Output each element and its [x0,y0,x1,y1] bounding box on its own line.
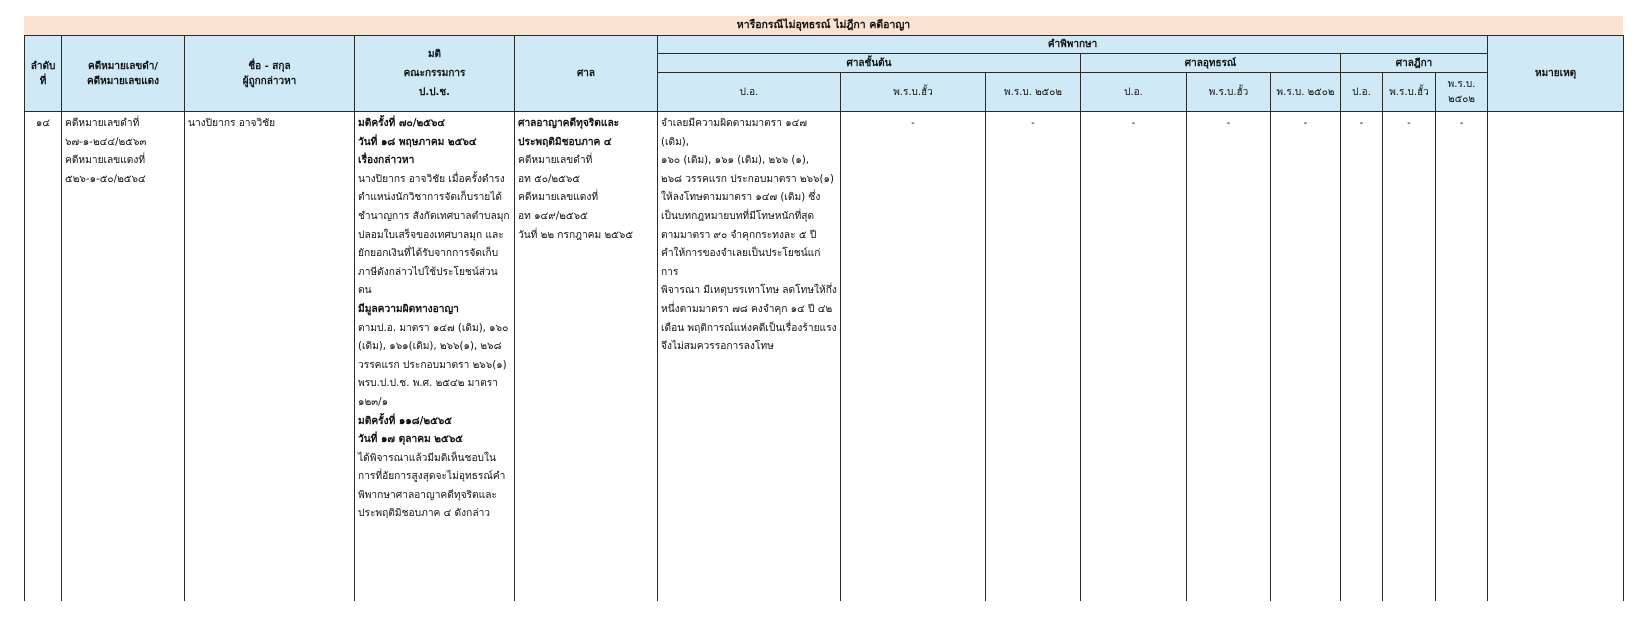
resolution-line: วรรคแรก ประกอบมาตรา ๒๖๖(๑) [358,359,507,371]
header-accused-name: ชื่อ - สกุล ผู้ถูกกล่าวหา [185,36,355,112]
resolution-line: มีมูลความผิดทางอาญา [358,303,459,315]
header-supreme-po: ป.อ. [1341,73,1383,112]
header-first-prb-2502: พ.ร.บ. ๒๕๐๒ [986,73,1081,112]
cell-remark [1488,112,1624,602]
court-line: วันที่ ๒๒ กรกฎาคม ๒๕๖๕ [518,229,634,241]
header-remark: หมายเหตุ [1488,36,1624,112]
resolution-line: วันที่ ๑๘ พฤษภาคม ๒๕๖๔ [358,136,477,148]
court-line: ศาลอาญาคดีทุจริตและ [518,118,620,129]
court-line: อท ๑๔๙/๒๕๖๕ [518,210,588,222]
header-first-prb-old: พ.ร.บ.ฮั้ว [841,73,986,112]
judgment-line: พิจารณา มีเหตุบรรเทาโทษ ลดโทษให้กึ่ง [661,285,837,297]
judgment-line: หนึ่งตามมาตรา ๗๘ คงจำคุก ๑๔ ปี ๔๒ [661,303,833,315]
judgment-line: จำเลยมีความผิดตามมาตรา ๑๔๗ (เดิม), [661,118,808,148]
header-supreme-prb-old: พ.ร.บ.ฮั้ว [1383,73,1436,112]
cell-appeal-prb-2502: - [1271,112,1341,602]
court-line: ประพฤติมิชอบภาค ๔ [518,136,612,148]
judgment-line: ๒๖๘ วรรคแรก ประกอบมาตรา ๒๖๖(๑) [661,173,834,185]
cell-appeal-prb-old: - [1187,112,1271,602]
header-appeal-po: ป.อ. [1081,73,1187,112]
header-nacc-resolution: มติ คณะกรรมการ ป.ป.ช. [355,36,515,112]
court-line: คดีหมายเลขดำที่ [518,155,593,167]
judgment-line: ให้ลงโทษตามมาตรา ๑๔๗ (เดิม) ซึ่ง [661,192,821,204]
judgment-line: คำให้การของจำเลยเป็นประโยชน์แก่การ [661,248,821,278]
table-banner-title: หารือกรณีไม่อุทธรณ์ ไม่ฎีกา คดีอาญา [24,16,1623,35]
cell-supreme-prb-old: - [1383,112,1436,602]
resolution-line: ชำนาญการ สังกัดเทศบาลตำบลมุก [358,210,510,222]
judgment-line: จึงไม่สมควรรอการลงโทษ [661,341,774,353]
resolution-line: การที่อัยการสูงสุดจะไม่อุทธรณ์คำ [358,471,506,483]
header-first-po: ป.อ. [658,73,841,112]
resolution-line: ภาษีดังกล่าวไปใช้ประโยชน์ส่วนตน [358,266,498,297]
cell-first-prb-2502: - [986,112,1081,602]
resolution-line: พรบ.ป.ป.ช. พ.ศ. ๒๕๔๒ มาตรา [358,378,498,390]
judgment-line: ๑๖๐ (เดิม), ๑๖๑ (เดิม), ๒๖๖ (๑), [661,155,810,167]
cell-nacc-resolution [355,112,515,602]
cell-appeal-po: - [1081,112,1187,602]
resolution-line: เรื่องกล่าวหา [358,155,415,167]
header-appeal-prb-2502: พ.ร.บ. ๒๕๐๒ [1271,73,1341,112]
header-appeal-court: ศาลอุทธรณ์ [1081,54,1341,73]
court-line: คดีหมายเลขแดงที่ [518,192,599,204]
header-court: ศาล [515,36,658,112]
cases-table [24,35,1624,601]
judgment-line: เดือน พฤติการณ์แห่งคดีเป็นเรื่องร้ายแรง [661,322,837,334]
header-case-number: คดีหมายเลขดำ/ คดีหมายเลขแดง [62,36,185,112]
resolution-line: มติครั้งที่ ๑๑๘/๒๕๖๕ [358,415,452,427]
header-supreme-prb-2502: พ.ร.บ. ๒๕๐๒ [1436,73,1488,112]
cell-supreme-prb-2502: - [1436,112,1488,602]
header-first-court: ศาลชั้นต้น [658,54,1081,73]
resolution-line: ตามป.อ. มาตรา ๑๔๗ (เดิม), ๑๖๐ [358,322,509,334]
resolution-line: ตำแหน่งนักวิชาการจัดเก็บรายได้ [358,192,503,204]
resolution-line: พิพากษาศาลอาญาคดีทุจริตและ [358,489,497,501]
resolution-line: ประพฤติมิชอบภาค ๔ ดังกล่าว [358,508,491,520]
cell-first-prb-old: - [841,112,986,602]
header-supreme-court: ศาลฎีกา [1341,54,1488,73]
header-no: ลำดับ ที่ [25,36,62,112]
resolution-line: วันที่ ๑๗ ตุลาคม ๒๕๖๕ [358,434,463,446]
resolution-line: นางปิยากร อาจวิชัย เมื่อครั้งดำรง [358,173,505,185]
header-judgment: คำพิพากษา [658,36,1488,54]
cell-no: ๑๔ [25,112,62,602]
cell-supreme-po: - [1341,112,1383,602]
court-line: อท ๕๐/๒๕๖๕ [518,173,581,185]
document-table-area [24,16,1623,601]
resolution-line: มติครั้งที่ ๗๐/๒๕๖๔ [358,118,446,129]
cell-court [515,112,658,602]
header-appeal-prb-old: พ.ร.บ.ฮั้ว [1187,73,1271,112]
resolution-line: ปลอมใบเสร็จของเทศบาลมุก และ [358,229,504,241]
judgment-line: ตามมาตรา ๙๐ จำคุกกระทงละ ๕ ปี [661,229,817,241]
resolution-line: ๑๒๓/๑ [358,396,389,408]
cell-case-number: คดีหมายเลขดำที่ ๖๗-๑-๒๔๔/๒๕๖๓ คดีหมายเลขแดงที่ ๕๒๖-๑-๕๐/๒๕๖๔ [62,112,185,602]
cell-first-po [658,112,841,602]
resolution-line: (เดิม), ๑๖๑(เดิม), ๒๖๖(๑), ๒๖๘ [358,341,502,353]
resolution-line: ยักยอกเงินที่ได้รับจากการจัดเก็บ [358,248,499,260]
cell-accused-name: นางปิยากร อาจวิชัย [185,112,355,602]
table-row [25,112,1624,602]
resolution-line: ได้พิจารณาแล้วมีมติเห็นชอบใน [358,452,496,464]
judgment-line: เป็นบทกฎหมายบทที่มีโทษหนักที่สุด [661,210,815,222]
